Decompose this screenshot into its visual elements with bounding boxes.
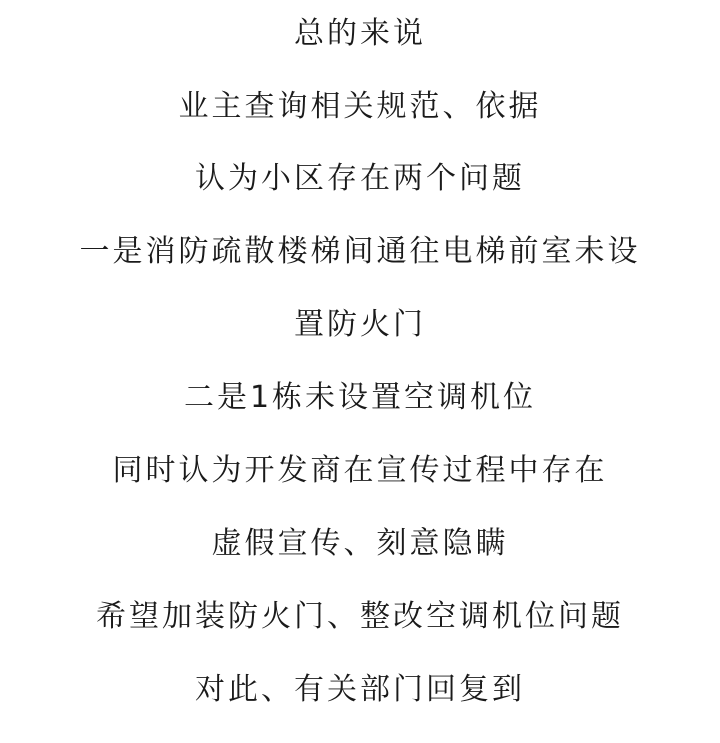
- text-line-6: 二是1栋未设置空调机位: [183, 380, 537, 415]
- text-line-5: 置防火门: [294, 307, 426, 342]
- text-line-7: 同时认为开发商在宣传过程中存在: [112, 453, 608, 488]
- text-line-8: 虚假宣传、刻意隐瞒: [211, 526, 509, 561]
- text-line-9: 希望加装防火门、整改空调机位问题: [96, 599, 624, 634]
- text-line-3: 认为小区存在两个问题: [195, 161, 525, 196]
- text-line-1: 总的来说: [294, 16, 426, 51]
- text-line-10: 对此、有关部门回复到: [195, 672, 525, 707]
- text-line-2: 业主查询相关规范、依据: [178, 89, 542, 124]
- text-line-4: 一是消防疏散楼梯间通往电梯前室未设: [79, 234, 641, 269]
